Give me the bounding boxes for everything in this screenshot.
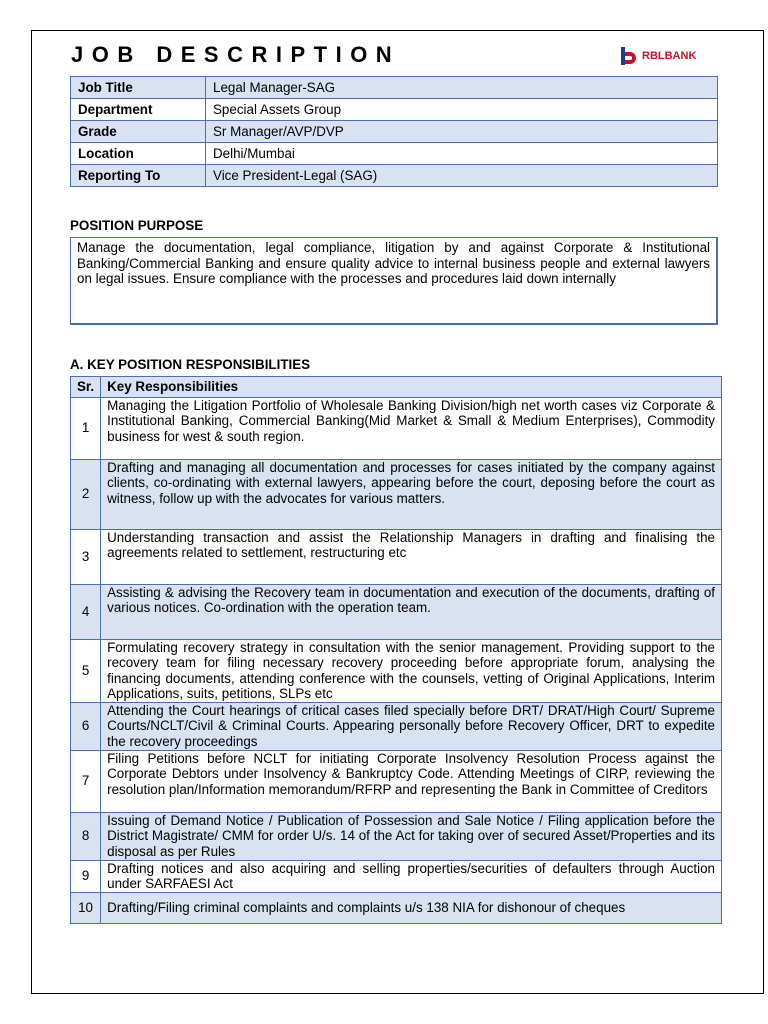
row-number: 1: [71, 397, 101, 459]
row-text: Drafting/Filing criminal complaints and complaints u/s 138 NIA for dishonour of cheques: [101, 892, 722, 923]
info-row-job-title: [71, 77, 718, 99]
table-row: [71, 702, 722, 750]
responsibilities-header-row: [71, 377, 722, 398]
responsibilities-heading: A. KEY POSITION RESPONSIBILITIES: [70, 357, 311, 372]
info-value: Sr Manager/AVP/DVP: [206, 121, 718, 143]
row-text: Issuing of Demand Notice / Publication of Possession and Sale Notice / Filing application before the District Magistrate/ CMM for order U/s. 14 of the Act for taking over of secured Asset/Properties and its disposal as per Rules: [101, 812, 722, 860]
table-row: [71, 584, 722, 639]
info-value: Vice President-Legal (SAG): [206, 165, 718, 187]
rbl-bank-logo: [619, 45, 696, 67]
info-value: Legal Manager-SAG: [206, 77, 718, 99]
info-row-grade: [71, 121, 718, 143]
info-label: Location: [71, 143, 206, 165]
logo-text: RBLBANK: [642, 50, 697, 62]
table-row: [71, 639, 722, 702]
info-label: Job Title: [71, 77, 206, 99]
row-number: 10: [71, 892, 101, 923]
column-header-sr: Sr.: [71, 377, 101, 398]
info-label: Reporting To: [71, 165, 206, 187]
table-row: [71, 892, 722, 923]
row-text: Assisting & advising the Recovery team in documentation and execution of the documents, drafting of various notices. Co-ordination with the operation team.: [101, 584, 722, 639]
info-label: Grade: [71, 121, 206, 143]
row-number: 9: [71, 860, 101, 892]
row-text: Filing Petitions before NCLT for initiating Corporate Insolvency Resolution Process against the Corporate Debtors under Insolvency & Bankruptcy Code. Attending Meetings of CIRP, reviewing the resolution plan/Information memorandum/RFRP and representing the Bank in Committee of Creditors: [101, 750, 722, 812]
row-number: 6: [71, 702, 101, 750]
row-text: Managing the Litigation Portfolio of Wholesale Banking Division/high net worth cases viz Corporate & Institutional Banking, Commercial Banking(Mid Market & Small & Medium Enterprises), Commodity business for west & south region.: [101, 397, 722, 459]
row-text: Formulating recovery strategy in consultation with the senior management. Providing support to the recovery team for filing necessary recovery proceeding before appropriate forum, analysing the financing documents, attending conference with the counsels, vetting of Original Applications, Interim Applications, suits, petitions, SLPs etc: [101, 639, 722, 702]
table-row: [71, 750, 722, 812]
row-text: Attending the Court hearings of critical cases filed specially before DRT/ DRAT/High Court/ Supreme Courts/NCLT/Civil & Criminal Courts. Appearing personally before Recovery Officer, DRT to expedite the recovery proceedings: [101, 702, 722, 750]
info-value: Special Assets Group: [206, 99, 718, 121]
info-row-department: [71, 99, 718, 121]
row-number: 4: [71, 584, 101, 639]
info-row-reporting-to: [71, 165, 718, 187]
table-row: [71, 812, 722, 860]
table-row: [71, 397, 722, 459]
info-row-location: [71, 143, 718, 165]
row-text: Drafting notices and also acquiring and selling properties/securities of defaulters through Auction under SARFAESI Act: [101, 860, 722, 892]
rbl-logo-icon: [619, 46, 639, 66]
row-text: Drafting and managing all documentation and processes for cases initiated by the company against clients, co-ordinating with external lawyers, appearing before the court, deposing before the court as witness, follow up with the advocates for various matters.: [101, 459, 722, 529]
row-number: 2: [71, 459, 101, 529]
table-row: [71, 860, 722, 892]
row-text: Understanding transaction and assist the Relationship Managers in drafting and finalising the agreements related to settlement, restructuring etc: [101, 529, 722, 584]
job-info-table: [70, 76, 718, 187]
table-row: [71, 529, 722, 584]
info-label: Department: [71, 99, 206, 121]
position-purpose-heading: POSITION PURPOSE: [70, 218, 204, 233]
row-number: 7: [71, 750, 101, 812]
column-header-responsibilities: Key Responsibilities: [101, 377, 722, 398]
row-number: 3: [71, 529, 101, 584]
row-number: 5: [71, 639, 101, 702]
page-title: JOB DESCRIPTION: [71, 42, 401, 67]
position-purpose-box: Manage the documentation, legal compliance, litigation by and against Corporate & Institutional Banking/Commercial Banking and ensure quality advice to internal business people and external lawyers on legal issues. Ensure compliance with the processes and procedures laid down internally: [70, 237, 718, 325]
row-number: 8: [71, 812, 101, 860]
info-value: Delhi/Mumbai: [206, 143, 718, 165]
responsibilities-table: [70, 376, 722, 924]
table-row: [71, 459, 722, 529]
